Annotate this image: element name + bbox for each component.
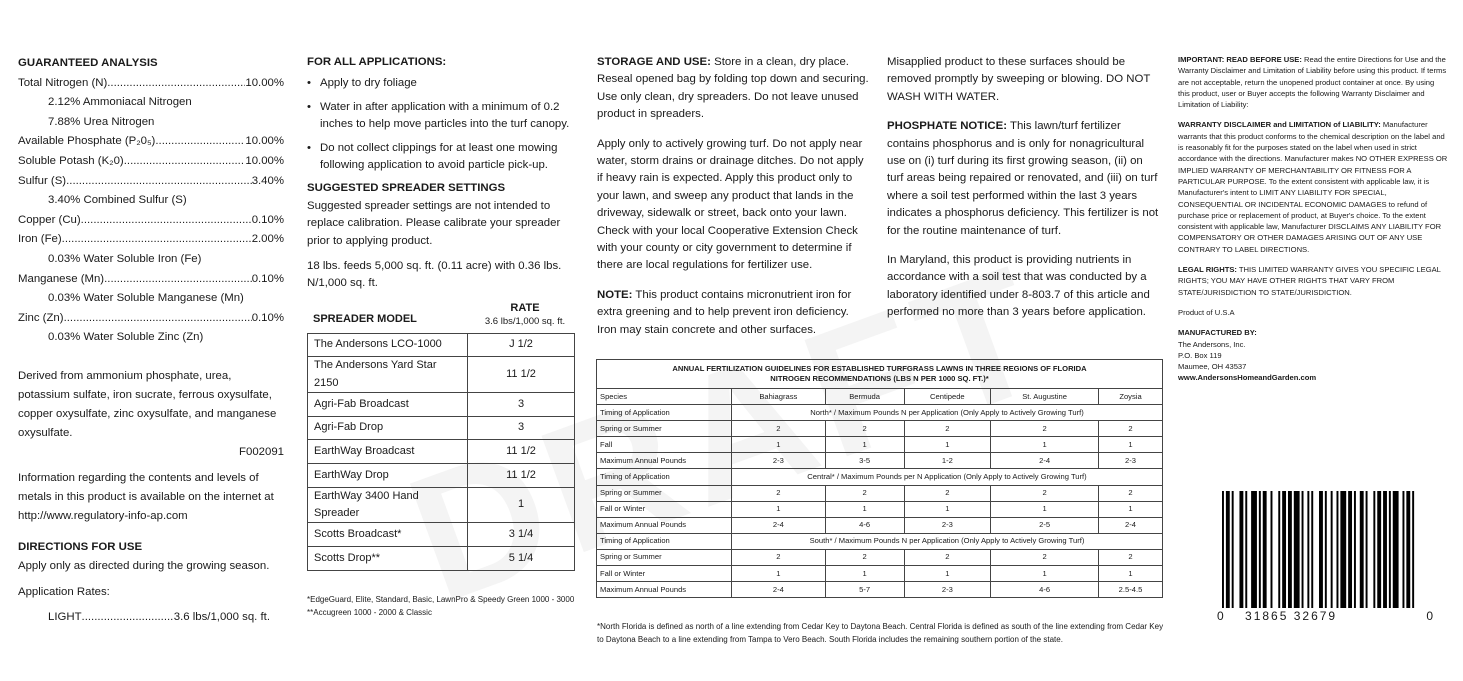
nitrogen-value: 1 bbox=[1099, 501, 1163, 517]
directions-text: Apply only as directed during the growing season. bbox=[18, 560, 270, 573]
note-paragraph bbox=[597, 287, 869, 339]
nitrogen-value: 1 bbox=[991, 566, 1099, 582]
legal-column bbox=[1178, 54, 1448, 384]
note-label: NOTE: bbox=[597, 288, 633, 301]
nutrient-value: 10.00% bbox=[245, 154, 284, 167]
nutrient-label: Sulfur (S) bbox=[18, 174, 67, 187]
spreader-row bbox=[308, 333, 575, 357]
species-name: Zoysia bbox=[1099, 389, 1163, 405]
nitrogen-value: 1 bbox=[991, 501, 1099, 517]
spreader-rate: 1 bbox=[468, 487, 575, 523]
product-code: F002091 bbox=[239, 445, 284, 458]
note-text: This product contains micronutrient iron for extra greening and to help prevent iron deficiency. Iron may stain concrete and other surfaces. bbox=[597, 288, 852, 336]
spreader-footnote: **Accugreen 1000 - 2000 & Classic bbox=[307, 607, 432, 617]
warranty-label: WARRANTY DISCLAIMER and LIMITATION of LIABILITY: bbox=[1178, 120, 1381, 130]
spreader-title: SUGGESTED SPREADER SETTINGS bbox=[307, 182, 506, 195]
guide-row bbox=[597, 582, 1163, 598]
analysis-subrow: 0.03% Water Soluble Manganese (Mn) bbox=[48, 292, 244, 305]
analysis-row bbox=[18, 74, 284, 94]
rights-label: LEGAL RIGHTS: bbox=[1178, 265, 1237, 275]
storage-paragraph bbox=[597, 54, 869, 124]
nutrient-label: Available Phosphate (P₂0₅) bbox=[18, 135, 156, 148]
phosphate-label: PHOSPHATE NOTICE: bbox=[887, 120, 1008, 133]
nitrogen-value: 2-3 bbox=[904, 582, 991, 598]
nutrient-label: Manganese (Mn) bbox=[18, 272, 105, 285]
spreader-footnotes bbox=[307, 593, 575, 619]
nutrient-label: Total Nitrogen (N) bbox=[18, 76, 108, 89]
region-label: North* / Maximum Pounds N per Application (Only Apply to Actively Growing Turf) bbox=[732, 405, 1163, 421]
species-row bbox=[597, 389, 1163, 405]
nutrient-label: Iron (Fe) bbox=[18, 233, 62, 246]
rate-subheader: 3.6 lbs/1,000 sq. ft. bbox=[484, 315, 566, 327]
nitrogen-value: 2-4 bbox=[1099, 517, 1163, 533]
spreader-rate: 11 1/2 bbox=[468, 440, 575, 464]
nutrient-value: 2.00% bbox=[251, 233, 284, 246]
analysis-row bbox=[18, 230, 284, 250]
warranty-text: Manufacturer warrants that this product conforms to the chemical description on the label and is reasonably fit for the purposes stated on the label when used in strict accordance with the directions. Manufacturer makes NO OTHER EXPRESS OR IMPLIED WARRANTY OF MERCHANTABILITY OR FITNESS FOR A PARTICULAR PURPOSE. To the extent consistent with applicable law, it is Manufacturer's intent to LIMIT ANY LIABILITY FOR SPECIAL, CONSEQUENTIAL OR INCIDENTAL ECONOMIC DAMAGES to refund of purchase price or replacement of product, at Buyer's choice. To the extent consistent with applicable law, Manufacturer DISCLAIMS ANY LIABILITY FOR COMPENSATORY OR OTHER DAMAGES ARISING OUT OF ANY USE CONTRARY TO LABEL DIRECTIONS. bbox=[1178, 120, 1448, 254]
season-label: Fall or Winter bbox=[597, 501, 732, 517]
guaranteed-analysis-column bbox=[18, 54, 284, 628]
spreader-model: EarthWay Broadcast bbox=[308, 440, 468, 464]
nutrient-value: 0.10% bbox=[251, 311, 284, 324]
nutrient-label: Soluble Potash (K₂0) bbox=[18, 154, 124, 167]
nitrogen-value: 2-4 bbox=[732, 582, 826, 598]
spreader-table bbox=[307, 333, 575, 571]
metals-info: Information regarding the contents and levels of metals in this product is available on the internet at http://www.regulatory-info-ap.com bbox=[18, 471, 274, 522]
analysis-subrow: 0.03% Water Soluble Iron (Fe) bbox=[48, 252, 202, 265]
nitrogen-value: 5-7 bbox=[825, 582, 904, 598]
nitrogen-value: 2 bbox=[825, 549, 904, 565]
nitrogen-value: 1 bbox=[1099, 566, 1163, 582]
barcode-icon bbox=[1222, 491, 1418, 608]
rights-text: THIS LIMITED WARRANTY GIVES YOU SPECIFIC LEGAL RIGHTS; YOU MAY HAVE OTHER RIGHTS THAT VARY FROM STATE/JURISDICTION TO STATE/JURISDICTION. bbox=[1178, 265, 1441, 297]
light-value: 3.6 lbs/1,000 sq. ft. bbox=[173, 611, 270, 624]
spreader-rate: 3 bbox=[468, 416, 575, 440]
application-bullet: • Apply to dry foliage bbox=[320, 75, 575, 92]
nitrogen-value: 2 bbox=[904, 485, 991, 501]
nitrogen-value: 2 bbox=[732, 485, 826, 501]
website-link[interactable]: www.AndersonsHomeandGarden.com bbox=[1178, 373, 1317, 383]
manufacturer-line: P.O. Box 119 bbox=[1178, 350, 1222, 360]
analysis-subrow: 7.88% Urea Nitrogen bbox=[48, 115, 155, 128]
season-label: Fall or Winter bbox=[597, 566, 732, 582]
barcode-left-digit: 0 bbox=[1217, 609, 1226, 623]
guide-row bbox=[597, 421, 1163, 437]
analysis-row bbox=[18, 211, 284, 231]
spreader-model: The Andersons Yard Star 2150 bbox=[308, 357, 468, 393]
nitrogen-value: 2 bbox=[991, 549, 1099, 565]
nitrogen-value: 2 bbox=[1099, 485, 1163, 501]
nitrogen-value: 2 bbox=[1099, 421, 1163, 437]
season-label: Spring or Summer bbox=[597, 549, 732, 565]
nitrogen-value: 1-2 bbox=[904, 453, 991, 469]
spreader-rate: 11 1/2 bbox=[468, 464, 575, 488]
applications-title: FOR ALL APPLICATIONS: bbox=[307, 56, 447, 68]
nitrogen-value: 2 bbox=[904, 421, 991, 437]
guide-title-row bbox=[597, 360, 1163, 389]
nutrient-label: Copper (Cu) bbox=[18, 213, 81, 226]
analysis-subrow: 2.12% Ammoniacal Nitrogen bbox=[48, 96, 192, 109]
guide-row bbox=[597, 566, 1163, 582]
timing-label: Timing of Application bbox=[597, 405, 732, 421]
warranty-paragraph bbox=[1178, 119, 1448, 255]
nitrogen-value: 1 bbox=[1099, 437, 1163, 453]
nitrogen-value: 1 bbox=[904, 566, 991, 582]
nitrogen-value: 2 bbox=[825, 421, 904, 437]
season-label: Spring or Summer bbox=[597, 485, 732, 501]
guide-title-cell bbox=[597, 360, 1163, 389]
manufacturer-line: The Andersons, Inc. bbox=[1178, 339, 1246, 349]
spreader-row bbox=[308, 440, 575, 464]
manufacturer-line: Maumee, OH 43537 bbox=[1178, 362, 1247, 372]
analysis-list bbox=[18, 74, 284, 348]
applications-column bbox=[307, 54, 575, 619]
spreader-rate: 3 bbox=[468, 393, 575, 417]
storage-text: Store in a clean, dry place. Reseal opened bag by folding top down and securing. Use only clean, dry spreaders. Do not leave unused product in spreaders. bbox=[597, 56, 869, 121]
feeds-text: 18 lbs. feeds 5,000 sq. ft. (0.11 acre) with 0.36 lbs. N/1,000 sq. ft. bbox=[307, 260, 562, 290]
storage-column bbox=[597, 54, 869, 339]
usage-paragraph: Apply only to actively growing turf. Do not apply near water, storm drains or drainage ditches. Do not apply if heavy rain is expected. Apply this product only to your lawn, and sweep any product that lands in the driveway, sidewalk or street, back onto your lawn. Check with your local Cooperative Extension Check with your county or city government to determine if there are local regulations for fertilizer use. bbox=[597, 137, 864, 272]
species-name: Bahiagrass bbox=[732, 389, 826, 405]
season-label: Fall bbox=[597, 437, 732, 453]
spreader-footnote: *EdgeGuard, Elite, Standard, Basic, LawnPro & Speedy Green 1000 - 3000 bbox=[307, 594, 575, 604]
spreader-row bbox=[308, 523, 575, 547]
season-label: Maximum Annual Pounds bbox=[597, 453, 732, 469]
spreader-model: EarthWay 3400 Hand Spreader bbox=[308, 487, 468, 523]
nitrogen-value: 3-5 bbox=[825, 453, 904, 469]
nitrogen-value: 4-6 bbox=[825, 517, 904, 533]
nitrogen-value: 2 bbox=[732, 549, 826, 565]
nitrogen-value: 2 bbox=[991, 421, 1099, 437]
guide-row bbox=[597, 485, 1163, 501]
phosphate-text: This lawn/turf fertilizer contains phosphorus and is only for nonagricultural use on (i) turf during its first growing season, (ii) on turf areas being repaired or renovated, and (iii) on turf where a soil test performed within the last 3 years indicates a phosphorus deficiency. This fertilizer is not for the routine maintenance of turf. bbox=[887, 120, 1159, 237]
timing-label: Timing of Application bbox=[597, 533, 732, 549]
analysis-row bbox=[18, 152, 284, 172]
species-header: Species bbox=[597, 389, 732, 405]
nitrogen-value: 2-3 bbox=[904, 517, 991, 533]
florida-guidelines-table bbox=[596, 359, 1163, 598]
nitrogen-value: 2.5-4.5 bbox=[1099, 582, 1163, 598]
guide-row bbox=[597, 549, 1163, 565]
barcode-digits bbox=[1217, 609, 1435, 623]
analysis-row bbox=[18, 172, 284, 192]
derived-text: Derived from ammonium phosphate, urea, potassium sulfate, iron sucrate, ferrous oxysulfate, copper oxysulfate, zinc oxysulfate, and manganese oxysulfate. bbox=[18, 369, 277, 439]
nutrient-value: 10.00% bbox=[245, 76, 284, 89]
season-label: Maximum Annual Pounds bbox=[597, 517, 732, 533]
region-label: Central* / Maximum Pounds per N Application (Only Apply to Actively Growing Turf) bbox=[732, 469, 1163, 485]
phosphate-column bbox=[887, 54, 1162, 322]
nitrogen-value: 1 bbox=[904, 437, 991, 453]
analysis-row bbox=[18, 270, 284, 290]
maryland-text: In Maryland, this product is providing nutrients in accordance with a soil test that was conducted by a laboratory identified under 8-803.7 of this article and performed no more than 3 years before application. bbox=[887, 254, 1150, 319]
rights-paragraph bbox=[1178, 264, 1448, 298]
spreader-row bbox=[308, 357, 575, 393]
misapplied-text: Misapplied product to these surfaces should be removed promptly by sweeping or blowing. DO NOT WASH WITH WATER. bbox=[887, 56, 1151, 103]
spreader-row bbox=[308, 547, 575, 571]
nitrogen-value: 2-3 bbox=[732, 453, 826, 469]
florida-regions-note: *North Florida is defined as north of a line extending from Cedar Key to Daytona Beach. Central Florida is defined as south of the line extending from Cedar Key to Daytona Beach to a line extending from Tampa to Vero Beach. South Florida includes the remaining southern portion of the state. bbox=[597, 622, 1164, 644]
nitrogen-value: 2 bbox=[1099, 549, 1163, 565]
barcode-middle-digits: 31865 32679 bbox=[1245, 609, 1338, 623]
analysis-row bbox=[18, 132, 284, 152]
timing-label: Timing of Application bbox=[597, 469, 732, 485]
nutrient-value: 3.40% bbox=[251, 174, 284, 187]
nitrogen-value: 1 bbox=[732, 437, 826, 453]
manufacturer-label: MANUFACTURED BY: bbox=[1178, 328, 1257, 338]
analysis-row bbox=[18, 309, 284, 329]
nitrogen-value: 2 bbox=[732, 421, 826, 437]
nitrogen-value: 2-4 bbox=[991, 453, 1099, 469]
rate-header: RATE bbox=[510, 301, 540, 314]
origin-text: Product of U.S.A bbox=[1178, 307, 1235, 317]
application-bullet: • Water in after application with a minimum of 0.2 inches to help move particles into the turf canopy. bbox=[320, 99, 575, 134]
species-name: Bermuda bbox=[825, 389, 904, 405]
spreader-model-header: SPREADER MODEL bbox=[313, 313, 417, 326]
spreader-rate: 11 1/2 bbox=[468, 357, 575, 393]
light-label: LIGHT bbox=[48, 611, 82, 624]
region-label: South* / Maximum Pounds N per Application (Only Apply to Actively Growing Turf) bbox=[732, 533, 1163, 549]
guide-row bbox=[597, 453, 1163, 469]
guide-subtitle: NITROGEN RECOMMENDATIONS (LBS N PER 1000 SQ. FT.)* bbox=[770, 374, 989, 383]
nitrogen-value: 2 bbox=[825, 485, 904, 501]
spreader-row bbox=[308, 487, 575, 523]
species-name: Centipede bbox=[904, 389, 991, 405]
nitrogen-value: 2-3 bbox=[1099, 453, 1163, 469]
species-name: St. Augustine bbox=[991, 389, 1099, 405]
nitrogen-value: 1 bbox=[825, 501, 904, 517]
spreader-model: Scotts Broadcast* bbox=[308, 523, 468, 547]
application-bullet: • Do not collect clippings for at least one mowing following application to avoid particle pick-up. bbox=[320, 140, 575, 175]
spreader-model: The Andersons LCO-1000 bbox=[308, 333, 468, 357]
nitrogen-value: 1 bbox=[825, 437, 904, 453]
nitrogen-value: 1 bbox=[904, 501, 991, 517]
guide-row bbox=[597, 501, 1163, 517]
nitrogen-value: 1 bbox=[732, 566, 826, 582]
important-paragraph bbox=[1178, 54, 1448, 110]
guide-row bbox=[597, 437, 1163, 453]
analysis-title: GUARANTEED ANALYSIS bbox=[18, 57, 158, 69]
guide-title: ANNUAL FERTILIZATION GUIDELINES FOR ESTABLISHED TURFGRASS LAWNS IN THREE REGIONS OF FLORIDA bbox=[672, 364, 1087, 373]
region-row bbox=[597, 469, 1163, 485]
nutrient-label: Zinc (Zn) bbox=[18, 311, 64, 324]
nitrogen-value: 1 bbox=[732, 501, 826, 517]
season-label: Spring or Summer bbox=[597, 421, 732, 437]
guide-row bbox=[597, 517, 1163, 533]
nutrient-value: 10.00% bbox=[245, 135, 284, 148]
nutrient-value: 0.10% bbox=[251, 272, 284, 285]
nitrogen-value: 4-6 bbox=[991, 582, 1099, 598]
analysis-subrow: 0.03% Water Soluble Zinc (Zn) bbox=[48, 331, 204, 344]
analysis-subrow: 3.40% Combined Sulfur (S) bbox=[48, 194, 187, 207]
spreader-model: Agri-Fab Broadcast bbox=[308, 393, 468, 417]
spreader-rate: J 1/2 bbox=[468, 333, 575, 357]
storage-label: STORAGE AND USE: bbox=[597, 56, 711, 68]
spreader-model: Scotts Drop** bbox=[308, 547, 468, 571]
spreader-rate: 3 1/4 bbox=[468, 523, 575, 547]
spreader-row bbox=[308, 393, 575, 417]
important-text: Read the entire Directions for Use and the Warranty Disclaimer and Limitation of Liability before using this product. If terms are not acceptable, return the unopened product container at once. By using this product, user or Buyer accepts the following Warranty Disclaimer and Limitation of Liability: bbox=[1178, 55, 1447, 110]
phosphate-paragraph bbox=[887, 118, 1162, 240]
region-row bbox=[597, 405, 1163, 421]
spreader-row bbox=[308, 464, 575, 488]
nitrogen-value: 2 bbox=[991, 485, 1099, 501]
application-rates-label: Application Rates: bbox=[18, 585, 110, 598]
nitrogen-value: 1 bbox=[825, 566, 904, 582]
directions-title: DIRECTIONS FOR USE bbox=[18, 540, 143, 553]
spreader-text: Suggested spreader settings are not intended to replace calibration. Please calibrate your spreader prior to applying product. bbox=[307, 199, 561, 247]
spreader-table-header bbox=[307, 301, 575, 329]
spreader-rate: 5 1/4 bbox=[468, 547, 575, 571]
nutrient-value: 0.10% bbox=[251, 213, 284, 226]
nitrogen-value: 2-4 bbox=[732, 517, 826, 533]
nitrogen-value: 1 bbox=[991, 437, 1099, 453]
barcode-right-digit: 0 bbox=[1426, 609, 1435, 623]
light-rate-row bbox=[18, 608, 270, 628]
spreader-model: EarthWay Drop bbox=[308, 464, 468, 488]
applications-list bbox=[307, 75, 575, 174]
nitrogen-value: 2-5 bbox=[991, 517, 1099, 533]
season-label: Maximum Annual Pounds bbox=[597, 582, 732, 598]
region-row bbox=[597, 533, 1163, 549]
spreader-row bbox=[308, 416, 575, 440]
important-label: IMPORTANT: READ BEFORE USE: bbox=[1178, 55, 1302, 64]
nitrogen-value: 2 bbox=[904, 549, 991, 565]
spreader-model: Agri-Fab Drop bbox=[308, 416, 468, 440]
